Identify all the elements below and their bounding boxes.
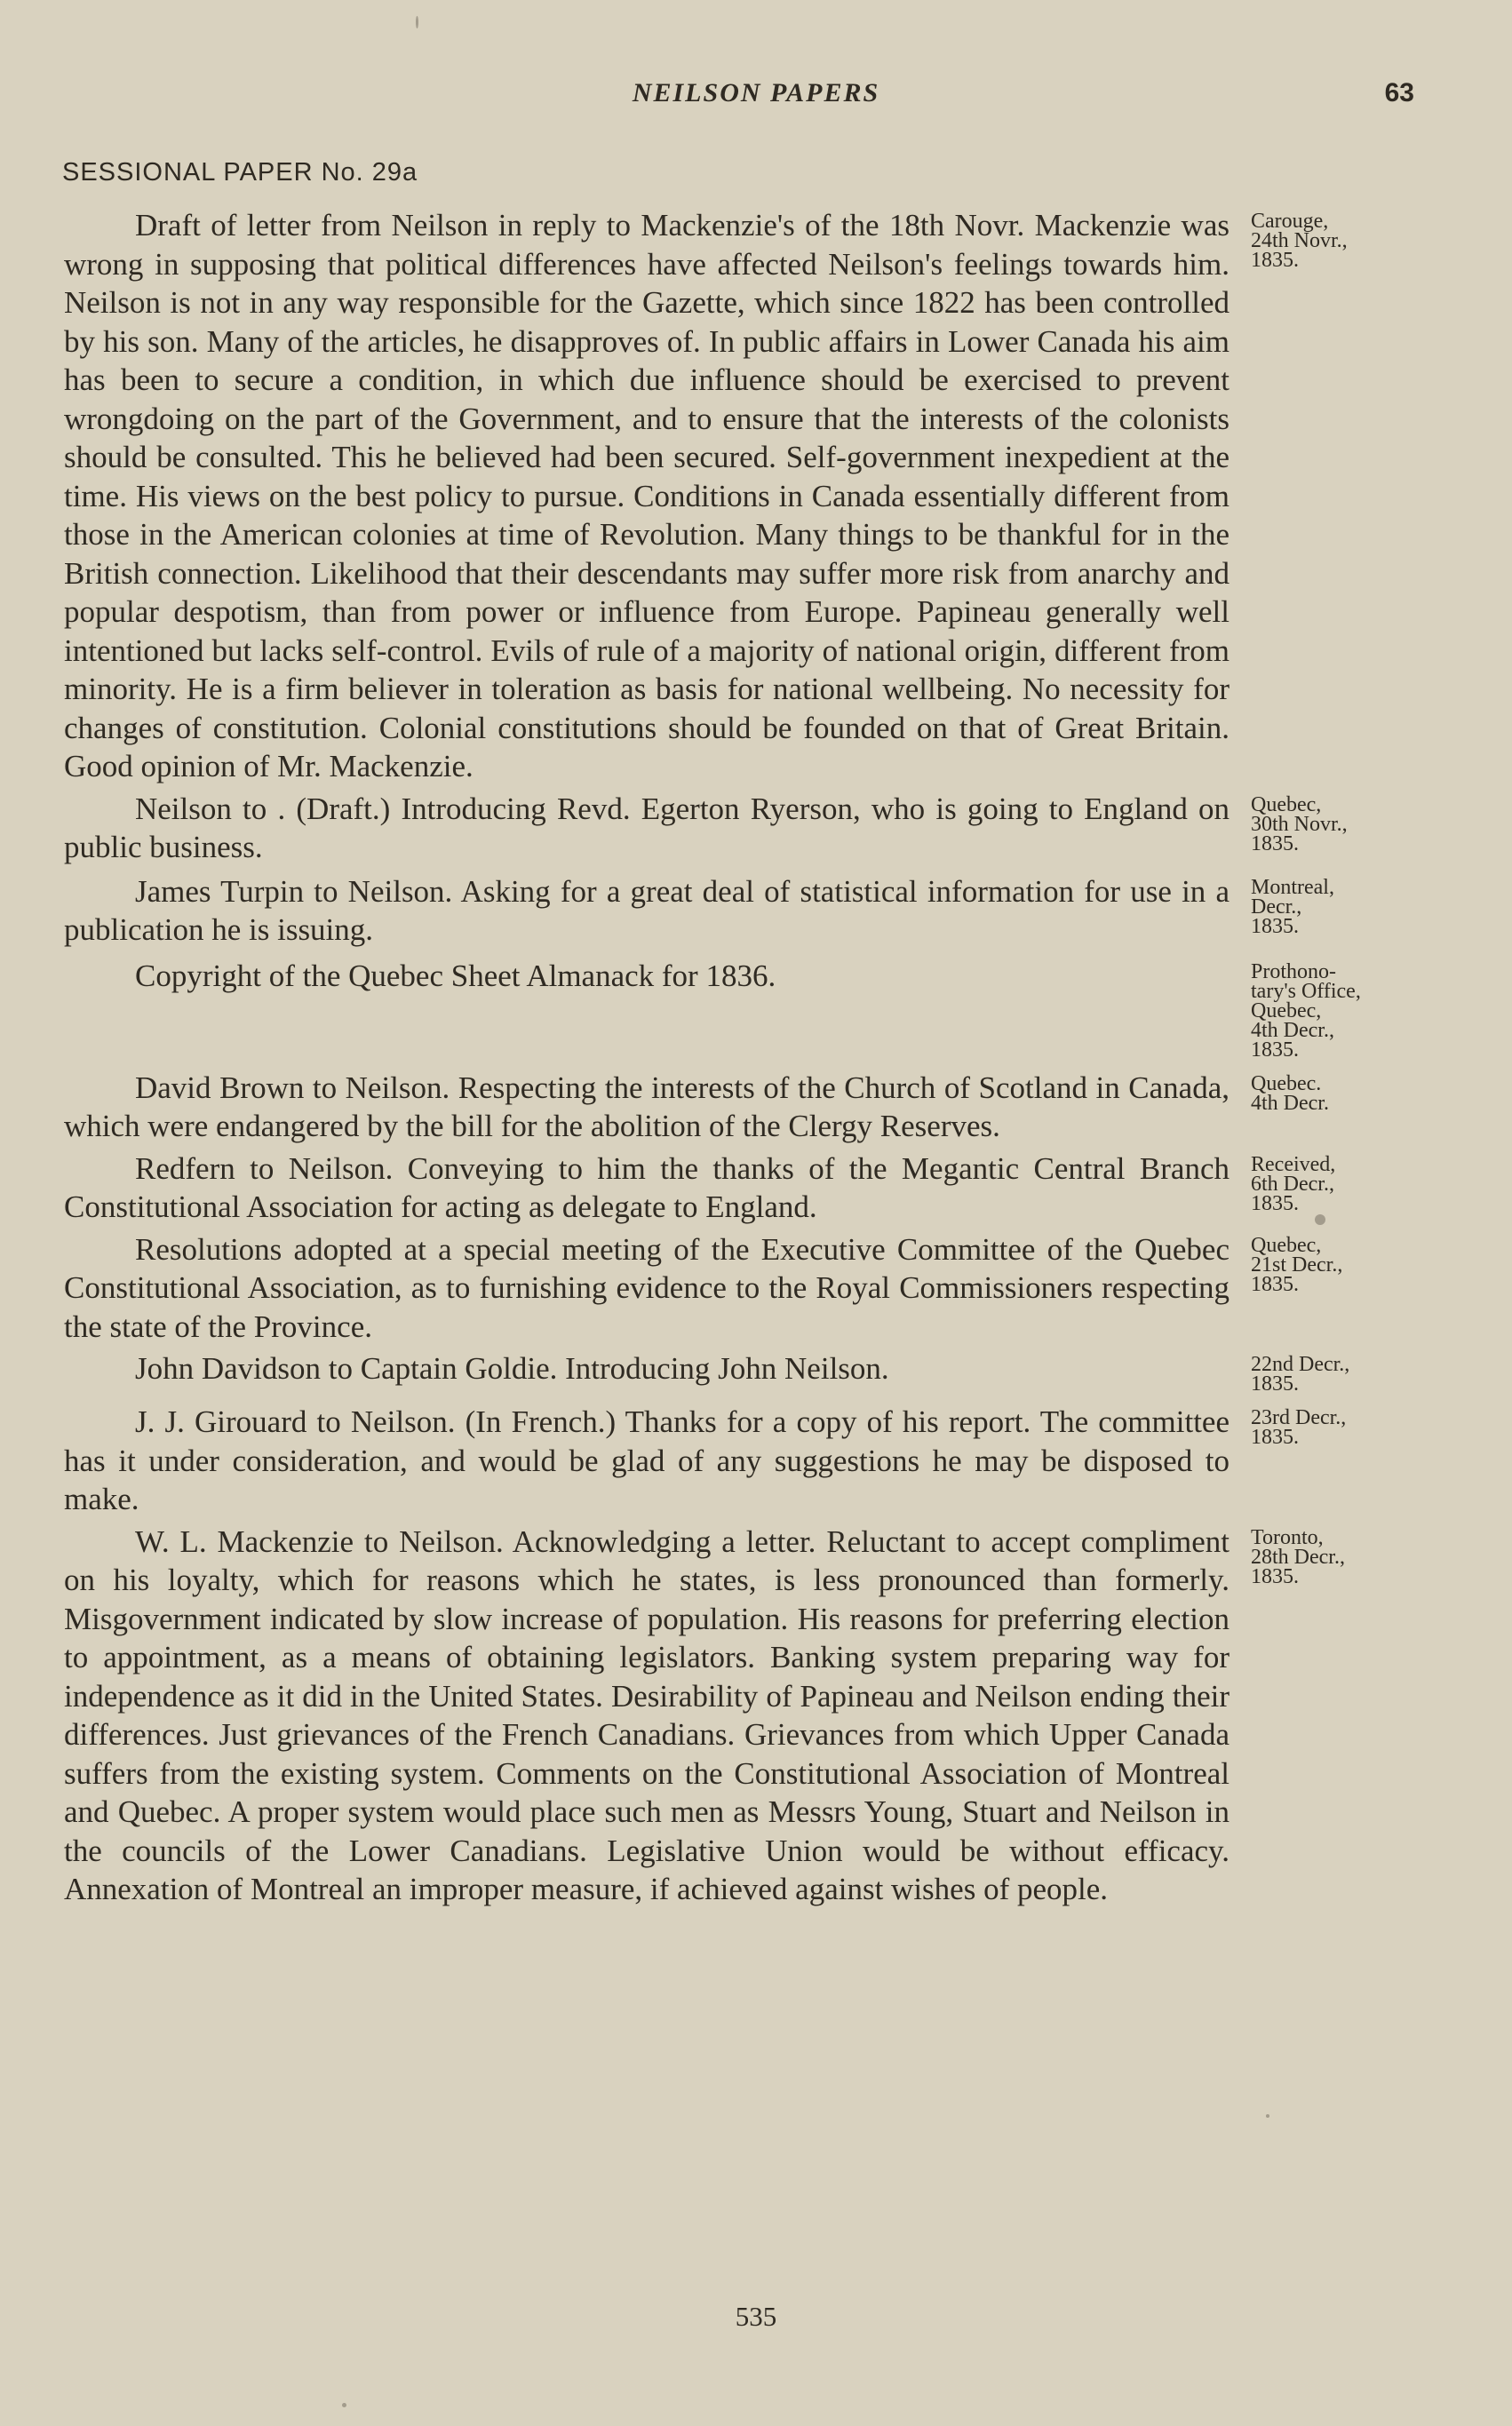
entry-place-date: Toronto, 28th Decr., 1835.: [1251, 1525, 1345, 1588]
entry-text: James Turpin to Neilson. Asking for a great deal of statistical information for use in a publication he is issuing.: [64, 873, 1229, 947]
entry-text: Resolutions adopted at a special meeting of the Executive Committee of the Quebec Constitutional Association, as to furnishing evidence to the Royal Commissioners respecting the state of the Province.: [64, 1231, 1229, 1344]
entry-place-date: Quebec. 4th Decr.: [1251, 1071, 1329, 1115]
entry-place-date: Quebec, 21st Decr., 1835.: [1251, 1233, 1343, 1296]
entry-almanack-copyright: [64, 957, 1450, 1060]
entry-text: Redfern to Neilson. Conveying to him the thanks of the Megantic Central Branch Constitutional Association for acting as delegate to England.: [64, 1150, 1229, 1224]
entry-place-date: Received, 6th Decr., 1835.: [1251, 1152, 1336, 1215]
entry-text: Copyright of the Quebec Sheet Almanack for 1836.: [135, 958, 776, 993]
page-number: 63: [1384, 78, 1414, 107]
entry-place-date: 23rd Decr., 1835.: [1251, 1406, 1347, 1449]
entry-text: Neilson to . (Draft.) Introducing Revd. Egerton Ryerson, who is going to England on public business.: [64, 791, 1229, 864]
running-title: NEILSON PAPERS: [632, 78, 880, 107]
entry-text: Draft of letter from Neilson in reply to Mackenzie's of the 18th Novr. Mackenzie was wrong in supposing that political differences have affected Neilson's feelings towards him. Neilson is not in any way responsible for the Gazette, which since 1822 has been controlled by his son. Many of the articles, he disapproves of. In public affairs in Lower Canada his aim has been to secure a condition, in which due influence should be exercised to prevent wrongdoing on the part of the Government, and to ensure that the interests of the colonists should be consulted. This he believed had been secured. Self-government inexpedient at the time. His views on the best policy to pursue. Conditions in Canada essentially different from those in the American colonies at time of Revolution. Many things to be thankful for in the British connection. Likelihood that their descendants may suffer more risk from anarchy and popular despotism, than from power or influence from Europe. Papineau generally well intentioned but lacks self-control. Evils of rule of a majority of national origin, different from minority. He is a firm believer in toleration as basis for national wellbeing. No necessity for changes of constitution. Colonial constitutions should be founded on that of Great Britain. Good opinion of Mr. Mackenzie.: [64, 208, 1229, 783]
entry-text: J. J. Girouard to Neilson. (In French.) Thanks for a copy of his report. The committee has it under consideration, and would be glad of any suggestions he may be disposed to make.: [64, 1404, 1229, 1516]
paper-speck: [1266, 2114, 1269, 2118]
entry-text: John Davidson to Captain Goldie. Introducing John Neilson.: [135, 1351, 889, 1386]
paper-speck: [342, 2403, 346, 2407]
entry-place-date: 22nd Decr., 1835.: [1251, 1353, 1350, 1396]
entry-place-date: Carouge, 24th Novr., 1835.: [1251, 210, 1348, 272]
entry-text: David Brown to Neilson. Respecting the interests of the Church of Scotland in Canada, which were endangered by the bill for the abolition of the Clergy Reserves.: [64, 1070, 1229, 1143]
entry-david-brown: [64, 1069, 1450, 1146]
entry-mackenzie: [64, 1523, 1450, 1909]
entry-text: W. L. Mackenzie to Neilson. Acknowledging a letter. Reluctant to accept compliment on his loyalty, which for reasons which he states, is less pronounced than formerly. Misgovernment indicated by slow increase of population. His reasons for preferring election to appointment, as a means of obtaining legislators. Banking system preparing way for independence as it did in the United States. Desirability of Papineau and Neilson ending their differences. Just grievances of the French Canadians. Grievances from which Upper Canada suffers from the existing system. Comments on the Constitutional Association of Montreal and Quebec. A proper system would place such men as Messrs Young, Stuart and Neilson in the councils of the Lower Canadians. Legislative Union would be without efficacy. Annexation of Montreal an improper measure, if achieved against wishes of people.: [64, 1523, 1229, 1906]
paper-speck: [1315, 1214, 1325, 1225]
entry-place-date: Quebec, 30th Novr., 1835.: [1251, 792, 1348, 855]
entry-girouard: [64, 1403, 1450, 1519]
paper-speck: [416, 16, 418, 28]
entry-john-davidson: [64, 1349, 1450, 1394]
entry-place-date: Prothono- tary's Office, Quebec, 4th Decr., 1835.: [1251, 959, 1361, 1062]
entry-resolutions: [64, 1230, 1450, 1347]
page-marker: 535: [735, 2301, 777, 2332]
entry-ryerson-introduction: [64, 790, 1450, 867]
entry-place-date: Montreal, Decr., 1835.: [1251, 875, 1334, 938]
entry-redfern: [64, 1149, 1450, 1227]
sessional-paper-label: SESSIONAL PAPER No. 29a: [62, 158, 418, 187]
entry-neilson-draft-reply: [64, 206, 1450, 786]
entry-turpin: [64, 872, 1450, 950]
entries-list: [64, 206, 1450, 1909]
